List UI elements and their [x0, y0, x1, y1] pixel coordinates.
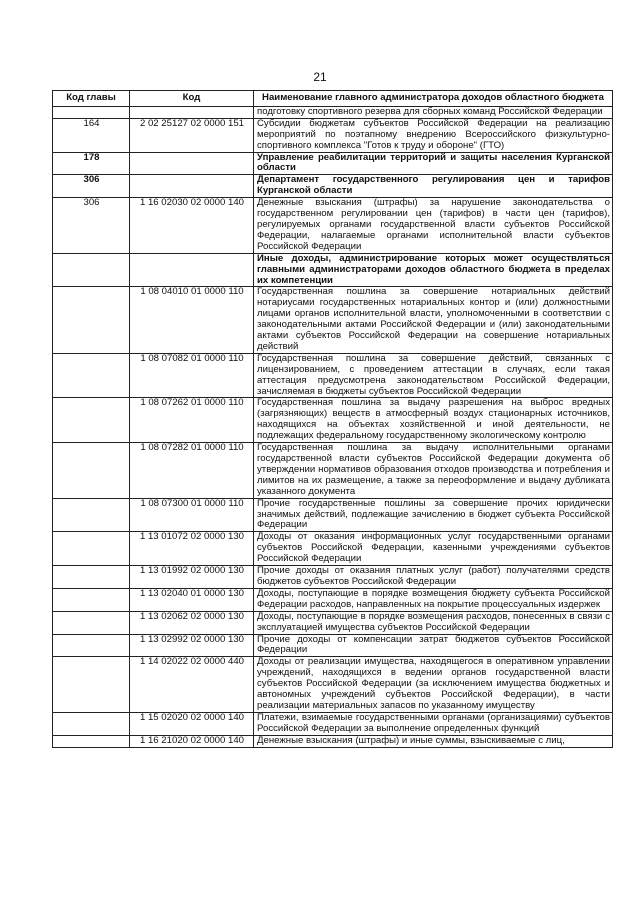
- budget-code-cell: 1 14 02022 02 0000 440: [130, 657, 254, 713]
- name-cell: Прочие государственные пошлины за совершение прочих юридически значимых действий, подлежащие зачислению в бюджет субъекта Российской Федерации: [254, 498, 613, 532]
- chapter-code-cell: [53, 712, 130, 735]
- budget-code-cell: 1 16 02030 02 0000 140: [130, 198, 254, 254]
- name-cell: Департамент государственного регулирования цен и тарифов Курганской области: [254, 175, 613, 198]
- name-cell: Субсидии бюджетам субъектов Российской Федерации на реализацию мероприятий по поэтапному внедрению Всероссийского физкультурно-спортивного комплекса "Готов к труду и обороне" (ГТО): [254, 118, 613, 152]
- table-row: [53, 498, 613, 532]
- name-cell: Прочие доходы от компенсации затрат бюджетов субъектов Российской Федерации: [254, 634, 613, 657]
- name-cell: Денежные взыскания (штрафы) за нарушение законодательства о государственном регулировании цен (тарифов) в части цен (тарифов), регулируемых органами государственной власти субъектов Российской Федерации, налагаемые органами исполнительной власти субъектов Российской Федерации: [254, 198, 613, 254]
- name-cell: Государственная пошлина за выдачу разрешения на выброс вредных (загрязняющих) веществ в атмосферный воздух стационарных источников, находящихся на объектах хозяйственной и иной деятельности, не подлежащих федеральному государственному экологическому контролю: [254, 398, 613, 443]
- chapter-code-cell: [53, 106, 130, 118]
- table-row: [53, 353, 613, 398]
- header-chapter-code: Код главы: [53, 91, 130, 107]
- table-row: [53, 634, 613, 657]
- budget-code-cell: 1 15 02020 02 0000 140: [130, 712, 254, 735]
- header-name: Наименование главного администратора доходов областного бюджета: [254, 91, 613, 107]
- table-row: [53, 588, 613, 611]
- chapter-code-cell: [53, 287, 130, 353]
- table-row: [53, 611, 613, 634]
- chapter-code-cell: 306: [53, 198, 130, 254]
- table-row: [53, 287, 613, 353]
- name-cell: Доходы от реализации имущества, находящегося в оперативном управлении учреждений, находящихся в ведении органов государственной власти субъектов Российской Федерации (за исключением имущества бюджетных и автономных учреждений субъектов Российской Федерации), в части реализации материальных запасов по указанному имуществу: [254, 657, 613, 713]
- name-cell: Иные доходы, администрирование которых может осуществляться главными администраторами доходов областного бюджета в пределах их компетенции: [254, 253, 613, 287]
- table-row: [53, 657, 613, 713]
- chapter-code-cell: [53, 353, 130, 398]
- chapter-code-cell: [53, 498, 130, 532]
- name-cell: Прочие доходы от оказания платных услуг (работ) получателями средств бюджетов субъектов Российской Федерации: [254, 566, 613, 589]
- name-cell: Доходы от оказания информационных услуг государственными органами субъектов Российской Федерации, казенными учреждениями субъектов Российской Федерации: [254, 532, 613, 566]
- budget-code-cell: 1 13 01072 02 0000 130: [130, 532, 254, 566]
- name-cell: Государственная пошлина за выдачу исполнительными органами государственной власти субъектов Российской Федерации документа об утверждении нормативов образования отходов производства и потребления и лимитов на их размещение, а также за переоформление и выдачу дубликата указанного документа: [254, 443, 613, 499]
- budget-code-cell: 1 13 02040 01 0000 130: [130, 588, 254, 611]
- chapter-code-cell: 306: [53, 175, 130, 198]
- budget-code-cell: 1 08 07300 01 0000 110: [130, 498, 254, 532]
- budget-code-cell: [130, 175, 254, 198]
- budget-code-cell: 1 16 21020 02 0000 140: [130, 735, 254, 747]
- table-body: [53, 106, 613, 747]
- table-row: [53, 175, 613, 198]
- administrators-table: [52, 90, 613, 748]
- table-header-row: [53, 91, 613, 107]
- table-row: [53, 532, 613, 566]
- budget-code-cell: 1 08 07262 01 0000 110: [130, 398, 254, 443]
- budget-code-cell: 2 02 25127 02 0000 151: [130, 118, 254, 152]
- budget-code-cell: 1 13 02062 02 0000 130: [130, 611, 254, 634]
- budget-code-cell: [130, 152, 254, 175]
- budget-code-cell: 1 08 07282 01 0000 110: [130, 443, 254, 499]
- budget-code-cell: 1 13 01992 02 0000 130: [130, 566, 254, 589]
- chapter-code-cell: [53, 611, 130, 634]
- header-code: Код: [130, 91, 254, 107]
- chapter-code-cell: [53, 253, 130, 287]
- budget-code-cell: 1 08 04010 01 0000 110: [130, 287, 254, 353]
- table-row: [53, 443, 613, 499]
- chapter-code-cell: [53, 532, 130, 566]
- name-cell: Денежные взыскания (штрафы) и иные суммы, взыскиваемые с лиц,: [254, 735, 613, 747]
- table-row: [53, 198, 613, 254]
- budget-code-cell: [130, 253, 254, 287]
- budget-code-cell: 1 13 02992 02 0000 130: [130, 634, 254, 657]
- chapter-code-cell: [53, 634, 130, 657]
- name-cell: Государственная пошлина за совершение нотариальных действий нотариусами государственных нотариальных контор и (или) должностными лицами органов исполнительной власти, уполномоченными в соответствии с законодательными актами Российской Федерации и (или) законодательными актами субъектов Российской Федерации на совершение нотариальных действий: [254, 287, 613, 353]
- chapter-code-cell: [53, 735, 130, 747]
- table-row: [53, 253, 613, 287]
- budget-code-cell: 1 08 07082 01 0000 110: [130, 353, 254, 398]
- table-row: [53, 398, 613, 443]
- name-cell: Управление реабилитации территорий и защиты населения Курганской области: [254, 152, 613, 175]
- name-cell: Доходы, поступающие в порядке возмещения расходов, понесенных в связи с эксплуатацией имущества субъектов Российской Федерации: [254, 611, 613, 634]
- chapter-code-cell: [53, 588, 130, 611]
- table-row: [53, 152, 613, 175]
- table-row: [53, 566, 613, 589]
- chapter-code-cell: 178: [53, 152, 130, 175]
- table-row: [53, 712, 613, 735]
- budget-code-cell: [130, 106, 254, 118]
- table-row: [53, 735, 613, 747]
- chapter-code-cell: 164: [53, 118, 130, 152]
- name-cell: Государственная пошлина за совершение действий, связанных с лицензированием, с проведением аттестации в случаях, если такая аттестация предусмотрена законодательством Российской Федерации, зачисляемая в бюджеты субъектов Российской Федерации: [254, 353, 613, 398]
- chapter-code-cell: [53, 657, 130, 713]
- name-cell: Платежи, взимаемые государственными органами (организациями) субъектов Российской Федерации за выполнение определенных функций: [254, 712, 613, 735]
- table-row: [53, 118, 613, 152]
- chapter-code-cell: [53, 566, 130, 589]
- page-number: 21: [313, 70, 327, 84]
- name-cell: Доходы, поступающие в порядке возмещения бюджету субъекта Российской Федерации расходов, направленных на покрытие процессуальных издержек: [254, 588, 613, 611]
- name-cell: подготовку спортивного резерва для сборных команд Российской Федерации: [254, 106, 613, 118]
- chapter-code-cell: [53, 398, 130, 443]
- table-row: [53, 106, 613, 118]
- chapter-code-cell: [53, 443, 130, 499]
